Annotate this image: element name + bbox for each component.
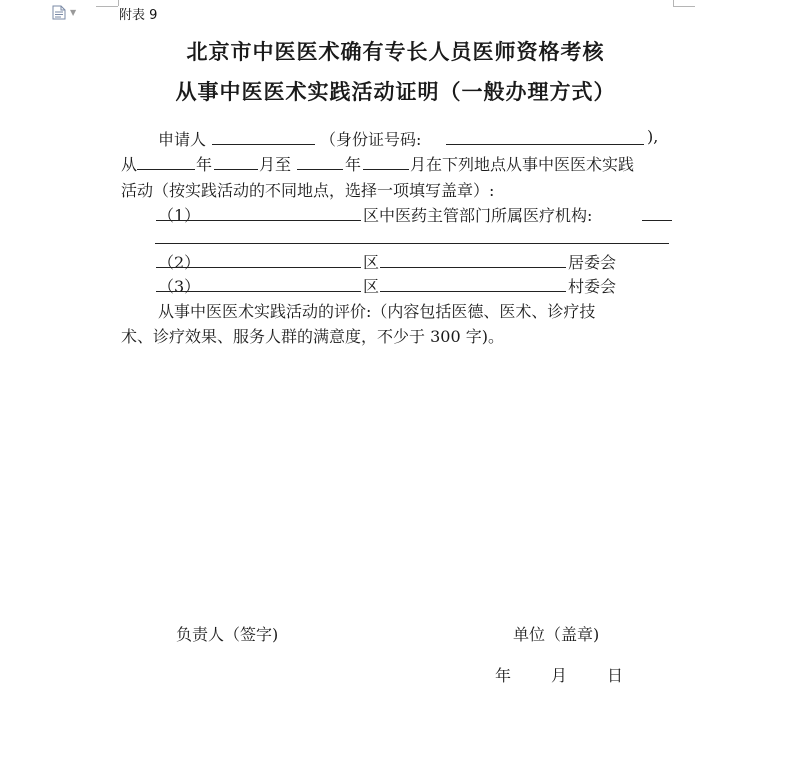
applicant-name-field[interactable] — [212, 127, 315, 145]
margin-corner-mark — [673, 6, 695, 7]
month-to-label: 月至 — [259, 155, 292, 174]
chevron-down-icon[interactable]: ▼ — [70, 8, 77, 17]
item-2-district-field[interactable] — [156, 250, 361, 268]
item-2-suffix: 居委会 — [568, 253, 617, 272]
year-label: 年 — [196, 155, 213, 174]
sign-day-label: 日 — [607, 666, 624, 685]
evaluation-text: 从事中医医术实践活动的评价:（内容包括医德、医术、诊疗技 — [158, 302, 596, 321]
item-1-text: 区中医药主管部门所属医疗机构: — [363, 206, 593, 225]
item-1-district-field[interactable] — [156, 203, 361, 221]
from-label: 从 — [121, 155, 138, 174]
start-year-field[interactable] — [137, 152, 195, 170]
month-location-label: 月在下列地点从事中医医术实践 — [410, 155, 635, 174]
item-2-number: （2） — [158, 253, 201, 272]
item-2-district-label: 区 — [363, 253, 380, 272]
document-subtitle: 从事中医医术实践活动证明（一般办理方式） — [175, 79, 616, 104]
item-3-district-label: 区 — [363, 277, 380, 296]
id-close-paren: ), — [647, 127, 659, 146]
item-3-district-field[interactable] — [156, 274, 361, 292]
item-1-institution-field[interactable] — [642, 203, 672, 221]
item-1-continuation-line[interactable] — [155, 243, 669, 244]
attachment-label: 附表 9 — [119, 8, 158, 23]
item-3-suffix: 村委会 — [568, 277, 617, 296]
document-title: 北京市中医医术确有专长人员医师资格考核 — [186, 39, 605, 64]
unit-seal-label: 单位（盖章) — [513, 625, 600, 644]
id-number-field[interactable] — [446, 127, 644, 145]
item-1-number: （1） — [158, 206, 201, 225]
end-year-field[interactable] — [297, 152, 343, 170]
start-month-field[interactable] — [214, 152, 258, 170]
margin-corner-mark — [673, 0, 674, 6]
applicant-label: 申请人 — [158, 130, 207, 149]
item-3-committee-field[interactable] — [380, 274, 566, 292]
margin-corner-mark — [96, 6, 118, 7]
responsible-person-signature-label: 负责人（签字) — [176, 625, 279, 644]
year-label-2: 年 — [345, 155, 362, 174]
evaluation-text-continued: 术、诊疗效果、服务人群的满意度，不少于 300 字)。 — [121, 327, 504, 346]
id-number-label: （身份证号码: — [320, 130, 422, 149]
instruction-text: 活动（按实践活动的不同地点，选择一项填写盖章）: — [121, 181, 495, 200]
sign-year-label: 年 — [495, 666, 512, 685]
end-month-field[interactable] — [363, 152, 409, 170]
item-2-committee-field[interactable] — [380, 250, 566, 268]
item-3-number: （3） — [158, 277, 201, 296]
sign-month-label: 月 — [551, 666, 568, 685]
document-icon[interactable] — [52, 5, 66, 20]
